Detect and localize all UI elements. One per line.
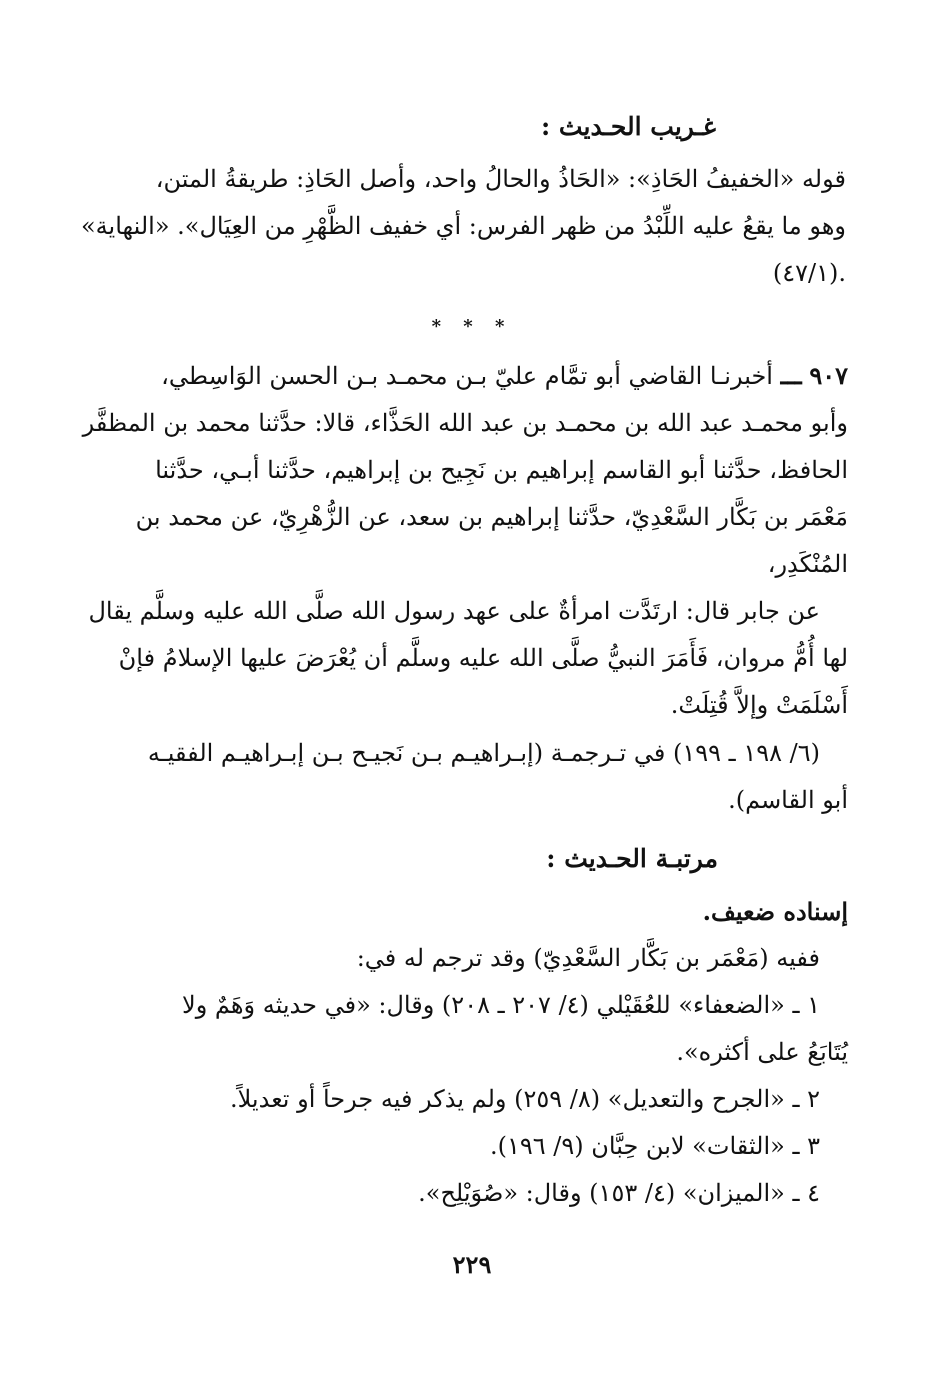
source-item: ١ ـ «الضعفاء» للعُقَيْلي (٤/ ٢٠٧ ـ ٢٠٨) وقال: «في حديثه وَهَمٌ ولا: [182, 991, 820, 1019]
gharib-line: .(٤٧/١): [772, 259, 846, 287]
source-item: ٤ ـ «الميزان» (٤/ ١٥٣) وقال: «صُوَيْلِح».: [418, 1179, 820, 1207]
section-heading-martaba: مرتبـة الحـديث :: [546, 844, 718, 873]
source-item-continuation: يُتَابَعُ على أكثره».: [676, 1038, 848, 1066]
isnad-line: مَعْمَر بن بَكَّار السَّعْدِيّ، حدَّثنا إبراهيم بن سعد، عن الزُّهْرِيّ، عن محمد بن: [135, 503, 848, 531]
narrator-intro: ففيه (مَعْمَر بن بَكَّار السَّعْدِيّ) وقد ترجم له في:: [356, 944, 820, 972]
martaba-paragraph: [93, 888, 848, 1217]
page-number: ٢٢٩: [452, 1250, 492, 1279]
matn-line: أَسْلَمَتْ وإلاَّ قُتِلَتْ.: [670, 691, 848, 719]
matn-line: لها أُمُّ مروان، فَأَمَرَ النبيُّ صلَّى الله عليه وسلَّم أن يُعْرَضَ عليها الإسلامُ فإنْ: [118, 644, 848, 672]
hadith-dash: ـــ: [780, 361, 802, 390]
source-item: ٢ ـ «الجرح والتعديل» (٨/ ٢٥٩) ولم يذكر فيه جرحاً أو تعديلاً.: [229, 1085, 820, 1113]
isnad-line: الحافظ، حدَّثنا أبو القاسم إبراهيم بن نَجِيح بن إبراهيم، حدَّثنا أبـي، حدَّثنا: [155, 456, 848, 484]
hadith-reference: [93, 730, 848, 824]
section-heading-gharib: غـريب الحـديث :: [541, 112, 716, 141]
isnad-line: [93, 352, 848, 400]
gharib-line: وهو ما يقعُ عليه اللِّبْدُ من ظهر الفرس: أي خفيف الظَّهْرِ من العِيَال». «النهاية»: [81, 212, 846, 240]
hadith-matn: [88, 588, 848, 729]
source-item: ٣ ـ «الثقات» لابن حِبَّان (٩/ ١٩٦).: [490, 1132, 820, 1160]
isnad-text: أخبرنـا القاضي أبو تمَّام عليّ بـن محمـد بـن الحسن الوَاسِطي،: [161, 362, 773, 390]
section-separator: * * *: [431, 316, 513, 337]
gharib-line: قوله «الخفيفُ الحَاذِ»: «الحَاذُ والحالُ واحد، وأصل الحَاذِ: طريقةُ المتن،: [155, 165, 846, 193]
hadith-isnad: [82, 352, 848, 588]
reference-line: أبو القاسم).: [728, 786, 848, 814]
matn-line: عن جابر قال: ارتَدَّت امرأةٌ على عهد رسول الله صلَّى الله عليه وسلَّم يقال: [88, 597, 820, 625]
gharib-paragraph: [81, 156, 846, 297]
isnad-line: المُنْكَدِر،: [767, 550, 848, 578]
hadith-number: ٩٠٧: [809, 361, 848, 390]
reference-line: (٦/ ١٩٨ ـ ١٩٩) في تـرجمـة (إبـراهيـم بـن نَجيـح بـن إبـراهيـم الفقيـه: [147, 739, 820, 767]
isnad-line: وأبو محمـد عبد الله بن محمـد بن عبد الله الحَذَّاء، قالا: حدَّثنا محمد بن المظفَّر: [82, 409, 848, 437]
isnad-grade: إسناده ضعيف.: [702, 897, 848, 926]
